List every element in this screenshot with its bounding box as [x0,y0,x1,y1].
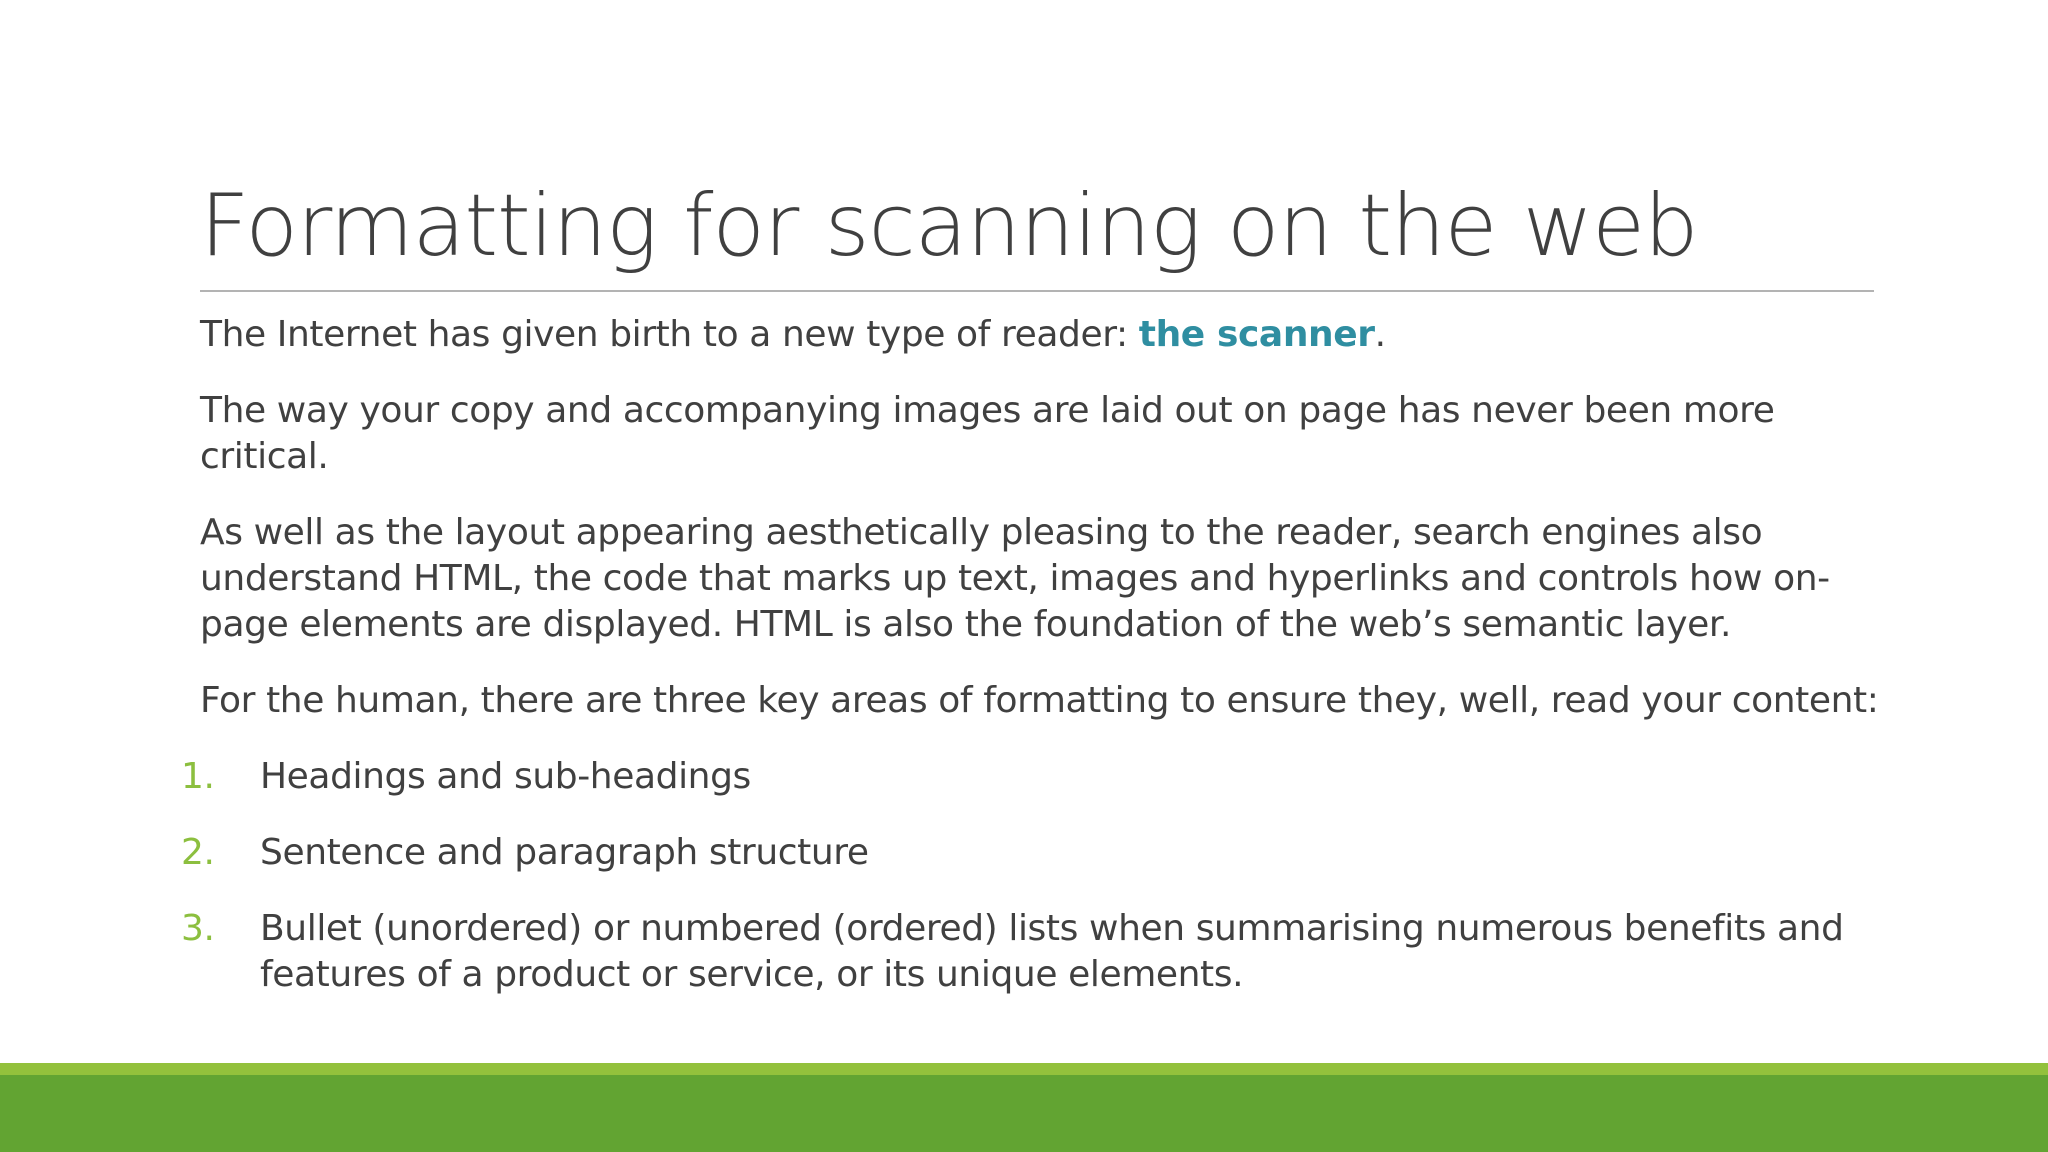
title-divider [200,290,1874,292]
list-item-text: Bullet (unordered) or numbered (ordered) lists when summarising numerous benefits and features of a product or service, or its unique elements. [260,908,1844,995]
paragraph-intro [200,312,1900,358]
paragraph-layout: The way your copy and accompanying images are laid out on page has never been more critical. [200,390,1775,477]
paragraph-intro-period: . [1374,314,1386,355]
list-item-text: Headings and sub-headings [260,756,751,797]
slide-body [181,312,1900,1028]
slide-title: Formatting for scanning on the web [200,176,1698,276]
list-item-number: 1. [181,756,215,797]
paragraph-html: As well as the layout appearing aesthetically pleasing to the reader, search engines also understand HTML, the code that marks up text, images and hyperlinks and controls how on-page elements are displayed. HTML is also the foundation of the web’s semantic layer. [200,512,1830,645]
list-item-text: Sentence and paragraph structure [260,832,869,873]
formatting-list [181,754,1900,998]
list-item-number: 3. [181,908,215,949]
list-item-number: 2. [181,832,215,873]
list-item [181,830,1900,876]
footer-bar-dark [0,1075,2048,1152]
footer-bar-light [0,1063,2048,1075]
paragraph-intro-text: The Internet has given birth to a new type of reader: [200,314,1139,355]
paragraph-human: For the human, there are three key areas of formatting to ensure they, well, read your content: [200,680,1879,721]
emphasis-the-scanner: the scanner [1138,314,1375,355]
list-item [181,754,1900,800]
list-item [181,906,1900,998]
